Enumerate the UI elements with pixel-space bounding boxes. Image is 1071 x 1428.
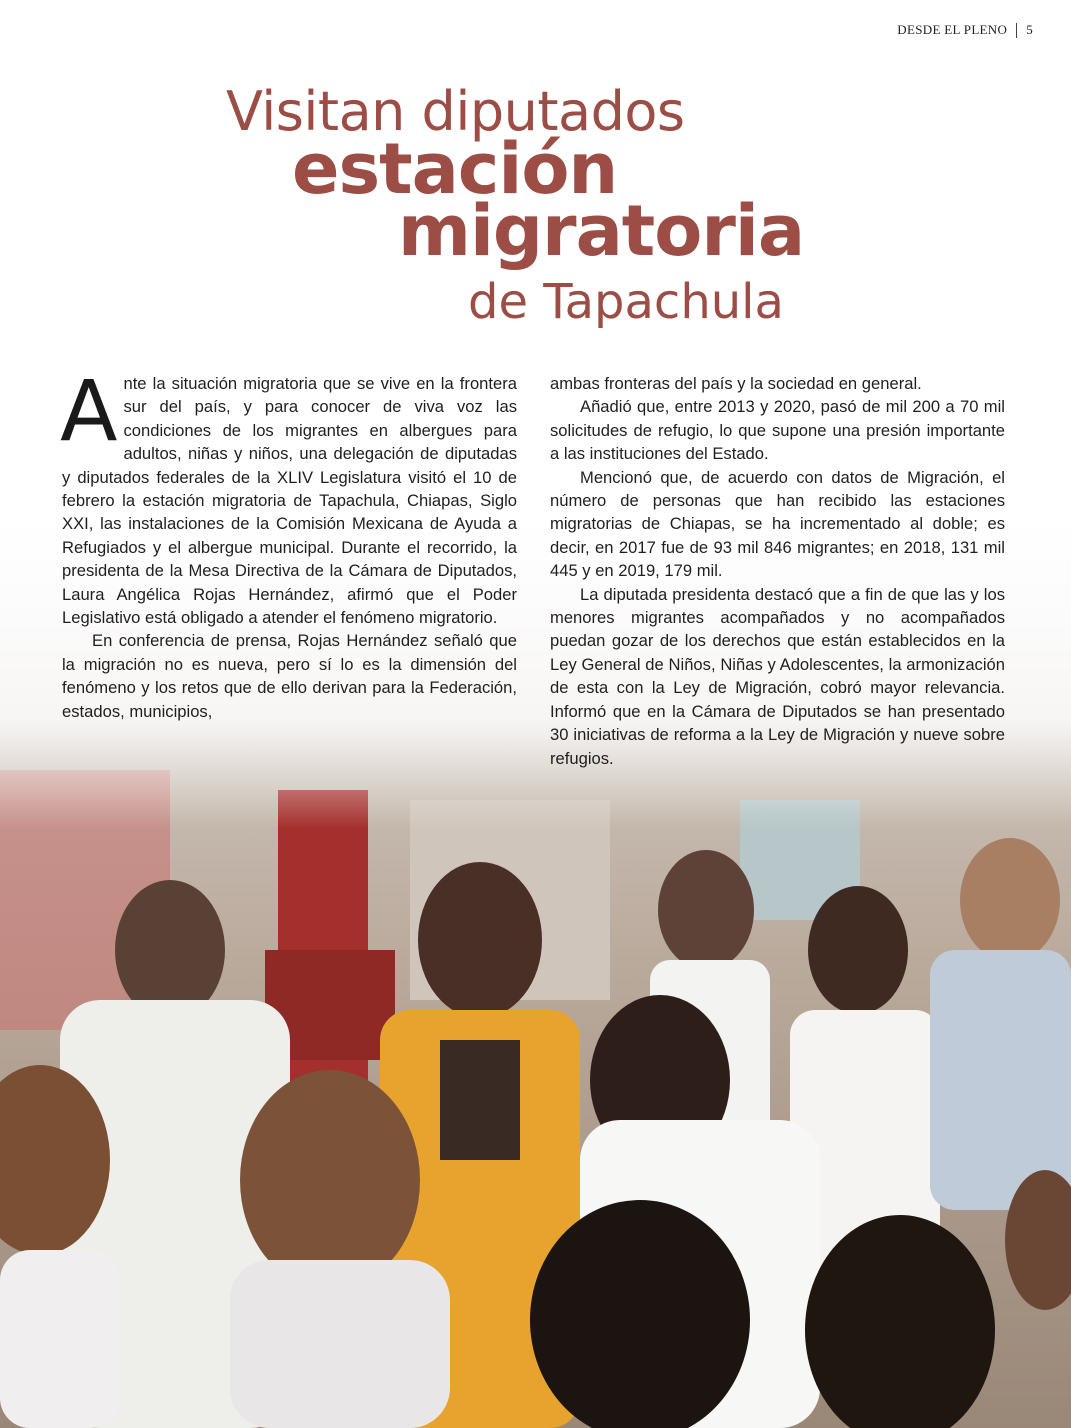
- paragraph-text: nte la situación migratoria que se vive en la frontera sur del país, y para conocer de viva voz las condiciones de los migrantes en albergues para adultos, niñas y niños, una delegación de diputadas y diputados federales de la XLIV Legislatura visitó el 10 de febrero la estación migratoria de Tapachula, Chiapas, Siglo XXI, las instalaciones de la Comisión Mexicana de Ayuda a Refugiados y el albergue municipal. Durante el recorrido, la presidenta de la Mesa Directiva de la Cámara de Diputados, Laura Angélica Rojas Hernández, afirmó que el Poder Legislativo está obligado a atender el fenómeno migratorio.: [62, 374, 517, 628]
- page-number: 5: [1026, 22, 1033, 37]
- paragraph: [60, 362, 517, 629]
- drop-cap: A: [60, 362, 118, 460]
- title-line-3: migratoria: [398, 190, 805, 272]
- article-column-left: [60, 362, 517, 723]
- title-line-1: Visitan diputados: [226, 80, 685, 143]
- article-column-right: [550, 372, 1005, 770]
- section-name: DESDE EL PLENO: [897, 22, 1008, 37]
- running-head: [897, 22, 1033, 38]
- header-divider: [1016, 23, 1017, 38]
- title-line-2: estación: [292, 128, 618, 210]
- paragraph: ambas fronteras del país y la sociedad en general.: [550, 374, 922, 393]
- paragraph: Añadió que, entre 2013 y 2020, pasó de mil 200 a 70 mil solicitudes de refugio, lo que supone una presión importante a las instituciones del Estado.: [550, 397, 1005, 464]
- paragraph: En conferencia de prensa, Rojas Hernández señaló que la migración no es nueva, pero sí lo es la dimensión del fenómeno y los retos que de ello derivan para la Federación, estados, municipios,: [62, 631, 517, 721]
- title-line-4: de Tapachula: [468, 274, 784, 330]
- paragraph: Mencionó que, de acuerdo con datos de Migración, el número de personas que han recibido las estaciones migratorias de Chiapas, se ha incrementado al doble; es decir, en 2017 fue de 93 mil 846 migrantes; en 2018, 131 mil 445 y en 2019, 179 mil.: [550, 467, 1005, 581]
- paragraph: La diputada presidenta destacó que a fin de que las y los menores migrantes acompañados y no acompañados puedan gozar de los derechos que están establecidos en la Ley General de Niños, Niñas y Adolescentes, la armonización de esta con la Ley de Migración, cobró mayor relevancia. Informó que en la Cámara de Diputados se han presentado 30 iniciativas de reforma a la Ley de Migración y nueve sobre refugios.: [550, 584, 1005, 768]
